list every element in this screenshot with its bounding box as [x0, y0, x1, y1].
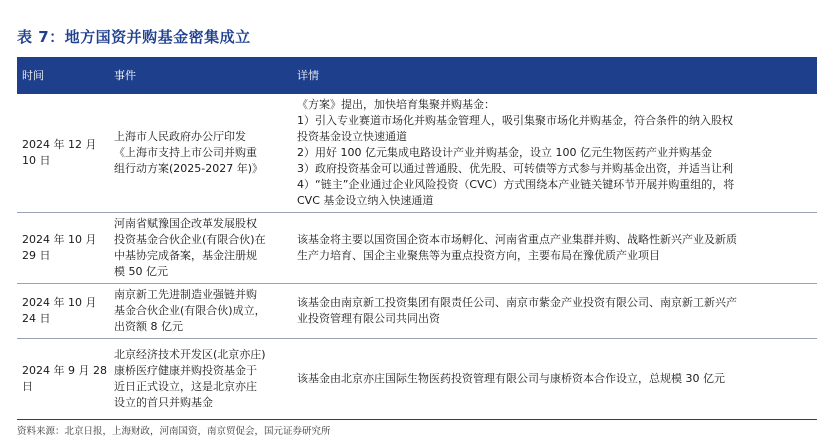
cell-time [17, 339, 109, 420]
cell-text: 出资额 8 亿元 [114, 320, 183, 333]
cell-detail [292, 94, 817, 213]
table-row [17, 213, 817, 284]
cell-text: 中基协完成备案，基金注册规 [114, 249, 257, 262]
cell-text: 3）政府投资基金可以通过普通股、优先股、可转债等方式参与并购基金出资，并适当让利 [297, 162, 733, 175]
cell-text: 基金合伙企业(有限合伙)成立， [114, 304, 266, 317]
cell-detail [292, 284, 817, 339]
cell-time [17, 94, 109, 213]
cell-text: 该基金由北京亦庄国际生物医药投资管理有限公司与康桥资本合作设立，总规模 30 亿元 [297, 372, 725, 385]
table-row [17, 94, 817, 213]
cell-text: 日 [22, 380, 33, 393]
header-event: 事件 [114, 68, 136, 82]
cell-text: 投资基金合伙企业(有限合伙)在 [114, 233, 266, 246]
cell-event [109, 284, 292, 339]
table-row [17, 339, 817, 420]
cell-time [17, 213, 109, 284]
cell-text: 2024 年 10 月 [22, 296, 97, 309]
cell-text: CVC 基金设立纳入快速通道 [297, 194, 434, 207]
cell-text: 10 日 [22, 154, 51, 167]
cell-text: 业投资管理有限公司共同出资 [297, 312, 440, 325]
cell-text: 南京新工先进制造业强链并购 [114, 288, 257, 301]
data-table [17, 57, 817, 420]
cell-text: 2024 年 9 月 28 [22, 364, 107, 377]
cell-text: 该基金由南京新工投资集团有限责任公司、南京市紫金产业投资有限公司、南京新工新兴产 [297, 296, 737, 309]
cell-event [109, 339, 292, 420]
cell-text: 设立的首只并购基金 [114, 396, 213, 409]
cell-event [109, 213, 292, 284]
cell-text: 上海市人民政府办公厅印发 [114, 130, 246, 143]
cell-text: 《上海市支持上市公司并购重 [114, 146, 257, 159]
cell-text: 投资基金设立快速通道 [297, 130, 407, 143]
table-title: 表 7：地方国资并购基金密集成立 [17, 28, 251, 46]
cell-text: 河南省赋豫国企改革发展股权 [114, 217, 257, 230]
cell-text: 模 50 亿元 [114, 265, 168, 278]
cell-text: 24 日 [22, 312, 51, 325]
cell-text: 该基金将主要以国资国企资本市场孵化、河南省重点产业集群并购、战略性新兴产业及新质 [297, 233, 737, 246]
cell-detail [292, 213, 817, 284]
table-row [17, 284, 817, 339]
cell-detail [292, 339, 817, 420]
cell-text: 29 日 [22, 249, 51, 262]
cell-event [109, 94, 292, 213]
table-header-row [17, 57, 817, 94]
header-time: 时间 [22, 68, 44, 82]
cell-text: 生产力培育、国企主业聚焦等为重点投资方向，主要布局在豫优质产业项目 [297, 249, 660, 262]
cell-text: 北京经济技术开发区(北京亦庄) [114, 348, 266, 361]
cell-text: 2）用好 100 亿元集成电路设计产业并购基金，设立 100 亿元生物医药产业并购基金 [297, 146, 712, 159]
cell-text: 康桥医疗健康并购投资基金于 [114, 364, 257, 377]
cell-text: 组行动方案(2025-2027 年)》 [114, 162, 264, 175]
cell-time [17, 284, 109, 339]
cell-text: 4）“链主”企业通过企业风险投资（CVC）方式围绕本产业链关键环节开展并购重组的，将 [297, 178, 735, 191]
cell-text: 《方案》提出，加快培育集聚并购基金： [297, 98, 495, 111]
source-note: 资料来源：北京日报，上海财政，河南国资，南京贸促会，国元证券研究所 [17, 426, 331, 437]
cell-text: 近日正式设立，这是北京亦庄 [114, 380, 257, 393]
cell-text: 2024 年 10 月 [22, 233, 97, 246]
cell-text: 2024 年 12 月 [22, 138, 97, 151]
header-detail: 详情 [297, 68, 319, 82]
cell-text: 1）引入专业赛道市场化并购基金管理人，吸引集聚市场化并购基金，符合条件的纳入股权 [297, 114, 733, 127]
